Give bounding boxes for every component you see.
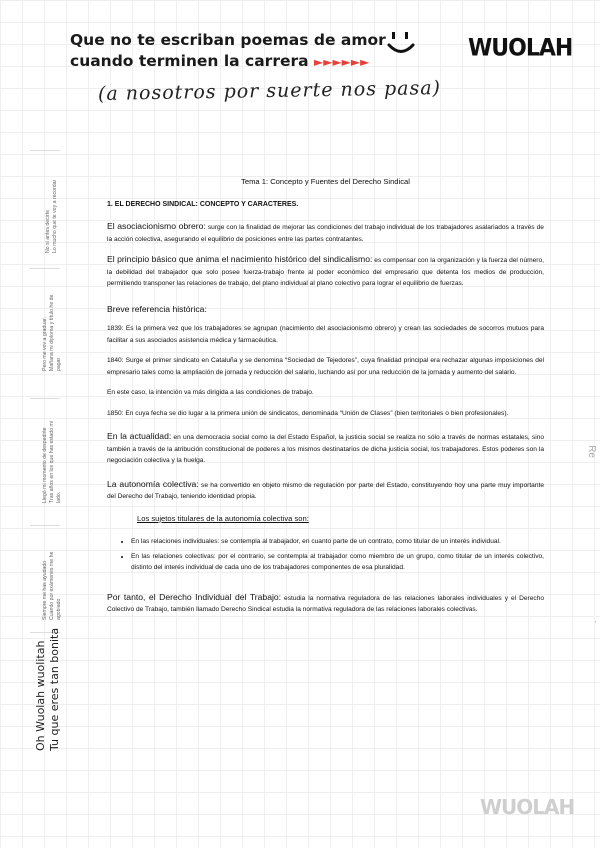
sidebar-ad-text — [45, 180, 59, 253]
sidebar-line: lado. — [56, 491, 62, 503]
sidebar-ad-text — [42, 295, 63, 371]
sidebar-ad-text — [42, 552, 63, 620]
paragraph-text: es compensar con la organización y la fuerza del número, la debilidad del trabajador que solo posee fuerza-trabajo frente al poder económico del empresario que detenta los medios de producción, permitiendo transponer las relaciones de trabajo, del plano individual al plano colectivo para lograr el equilibrio de fuerzas. — [107, 257, 544, 287]
document-body — [107, 176, 544, 625]
paragraph-lead: En la actualidad: — [107, 431, 172, 441]
sidebar-line: Oh Wuolah wuolitah — [34, 640, 47, 751]
list-item: • En las relaciones colectivas: por el contrario, se contempla al trabajador como miembro de un grupo, como titular de un interés colectivo, distinto del interés individual de cada uno de los trabajadores componentes de esa pluralidad. — [131, 551, 544, 574]
sidebar-line: Tu que eres tan bonita — [48, 627, 61, 751]
paragraph-lead: El principio básico que anima el nacimiento histórico del sindicalismo: — [107, 254, 373, 264]
wuolah-logo[interactable]: WUOLAH — [468, 34, 573, 63]
paragraph-text: estudia la normativa reguladora de las relaciones laborales individuales y el Derecho Colectivo de Trabajo, también llamado Derecho Sindical estudia la normativa reguladora de las relaciones laborales colectivas. — [107, 594, 544, 613]
sidebar-line: Siempre me has ayudado — [42, 560, 48, 620]
sidebar-ad-4 — [30, 525, 60, 626]
sidebar-line: Llegó mi momento de despedirte — [42, 427, 48, 503]
paragraph-principio — [107, 254, 544, 290]
paragraph-text: se ha convertido en objeto mismo de regulación por parte del Estado, constituyendo hoy una parte muy importante del Derecho del Trabajo, teniendo identidad propia. — [107, 481, 544, 500]
subjects-title: Los sujetos titulares de la autonomía colectiva son: — [137, 513, 309, 523]
sidebar-ad-5 — [30, 627, 61, 755]
sidebar-ad-text — [42, 421, 63, 503]
sidebar-ad-1 — [30, 150, 60, 263]
sidebar-line: Lo mucho que te voy a recordar — [52, 179, 58, 253]
paragraph-lead: La autonomía colectiva: — [107, 478, 199, 489]
history-1840: 1840: Surge el primer sindicato en Cataluña y se denomina “Sociedad de Tejedores”, cuya finalidad principal era rechazar algunas imposiciones del empresario tales como la ampliación de jornada y reducción del salario, luchando así por una reducción de la jornada y aumento del salario. — [107, 357, 544, 376]
list-item: • En las relaciones individuales: se contempla al trabajador, en cuanto parte de un contrato, como titular de un interés individual. — [131, 536, 544, 548]
paragraph-text: surge con la finalidad de mejorar las condiciones del trabajo individual de los trabajadores asalariados a través de la acción colectiva, asegurando el equilibrio de posiciones entre las partes contratantes. — [107, 224, 544, 243]
sidebar-line: Tras años en los que has estado mi — [49, 421, 55, 503]
sidebar-line: No si antes decirte — [45, 210, 51, 253]
right-margin-mark: ' — [595, 620, 597, 629]
sidebar-line: agobiado — [56, 598, 62, 620]
paragraph-actualidad — [107, 431, 544, 467]
sidebar-ad-text — [34, 628, 62, 751]
paragraph-lead: Por tanto, el Derecho Individual del Trabajo: — [107, 591, 282, 602]
paragraph-lead: El asociacionismo obrero: — [107, 221, 206, 231]
subjects-list — [107, 536, 544, 574]
history-1850: 1850: En cuya fecha se dio lugar a la primera unión de sindicatos, denominada “Unión de Clases” (bien territoriales o bien profesionales). — [107, 409, 509, 417]
sidebar-ad-2 — [30, 268, 60, 381]
sidebar-line: Mañana mi diploma y título he de — [49, 294, 55, 371]
paragraph-autonomia — [107, 479, 544, 503]
paragraph-text: en una democracia social como la del Estado Español, la justicia social se realiza no sólo a través de normas estatales, sino también a través de la atribución constitucional de poderes a los mismos destinatarios de dicha justicia social, los trabajadores. Estos poderes son la negociación colectiva y la huelga. — [107, 434, 544, 464]
history-note: En este caso, la intención va más dirigida a las condiciones de trabajo. — [107, 389, 314, 396]
sidebar-line: Cuando por exámenes me he — [49, 551, 55, 620]
slogan-line-2 — [70, 51, 386, 73]
document-title: Tema 1: Concepto y Fuentes del Derecho Sindical — [241, 177, 410, 186]
history-heading: Breve referencia histórica: — [107, 303, 207, 314]
history-1839: 1839: Es la primera vez que los trabajadores se agrupan (nacimiento del asociacionismo obrero) y crean las sociedades de socorros mutuos para facilitar a sus asociados asistencia médica y farmacéutica. — [107, 325, 544, 344]
paragraph-conclusion — [107, 592, 544, 616]
slogan-line-1: Que no te escriban poemas de amor — [70, 31, 386, 49]
arrows-icon: ►►►►►► — [314, 55, 370, 69]
smiley-icon — [385, 30, 417, 58]
section-heading: 1. EL DERECHO SINDICAL: CONCEPTO Y CARACTERES. — [107, 200, 299, 208]
banner-handwriting: (a nosotros por suerte nos pasa) — [97, 77, 442, 105]
sidebar-ad-3 — [30, 398, 60, 511]
footer-logo: WUOLAH — [480, 795, 575, 819]
sidebar-line: pagar — [56, 357, 62, 371]
right-margin-text: Re — [585, 445, 597, 458]
advert-banner — [0, 0, 600, 118]
paragraph-asociacionismo — [107, 221, 544, 245]
slogan-line-2-text: cuando terminen la carrera — [70, 52, 309, 70]
banner-slogan — [70, 30, 386, 73]
sidebar-line: Pero me vov a graduar. — [42, 317, 48, 371]
